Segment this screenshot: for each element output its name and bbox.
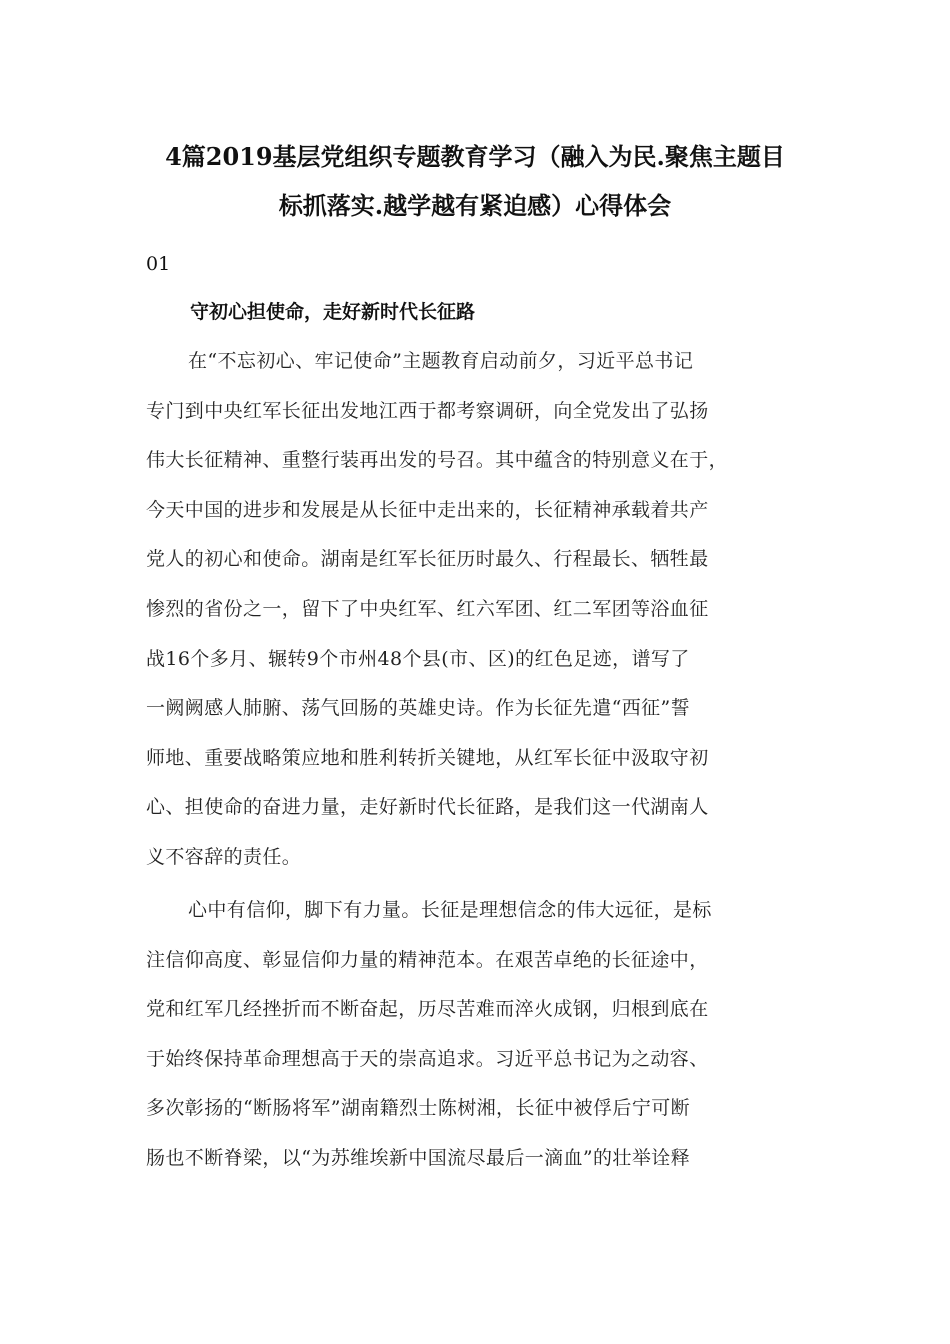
section-number: 01 (146, 253, 171, 275)
title-line-2: 标抓落实.越学越有紧迫感）心得体会 (278, 191, 672, 220)
paragraph-line: 肠也不断脊梁，以“为苏维埃新中国流尽最后一滴血”的壮举诠释 (146, 1146, 691, 1169)
section-subheading: 守初心担使命，走好新时代长征路 (190, 301, 476, 323)
paragraph-line: 一阙阙感人肺腑、荡气回肠的英雄史诗。作为长征先遣“西征”誓 (146, 697, 691, 720)
paragraph-line: 今天中国的进步和发展是从长征中走出来的，长征精神承载着共产 (146, 498, 709, 521)
paragraph-line: 注信仰高度、彰显信仰力量的精神范本。在艰苦卓绝的长征途中， (146, 948, 709, 971)
paragraph-line: 心、担使命的奋进力量，走好新时代长征路，是我们这一代湖南人 (146, 796, 709, 819)
paragraph-line: 专门到中央红军长征出发地江西于都考察调研，向全党发出了弘扬 (146, 399, 709, 422)
document-title (140, 132, 810, 230)
paragraph-line: 党人的初心和使命。湖南是红军长征历时最久、行程最长、牺牲最 (146, 548, 709, 571)
paragraph-line: 党和红军几经挫折而不断奋起，历尽苦难而淬火成钢，归根到底在 (146, 998, 709, 1021)
paragraph-2 (146, 886, 806, 1184)
paragraph-line: 惨烈的省份之一，留下了中央红军、红六军团、红二军团等浴血征 (146, 597, 709, 620)
paragraph-line: 义不容辞的责任。 (146, 845, 302, 868)
paragraph-line: 伟大长征精神、重整行装再出发的号召。其中蕴含的特别意义在于， (146, 449, 729, 472)
paragraph-line: 战16个多月、辗转9个市州48个县(市、区)的红色足迹，谱写了 (146, 647, 690, 670)
paragraph-line: 师地、重要战略策应地和胜利转折关键地，从红军长征中汲取守初 (146, 746, 709, 769)
title-line-1: 4篇2019基层党组织专题教育学习（融入为民.聚焦主题目 (165, 142, 785, 171)
paragraph-1 (146, 337, 806, 883)
paragraph-line: 于始终保持革命理想高于天的崇高追求。习近平总书记为之动容、 (146, 1047, 709, 1070)
paragraph-line: 多次彰扬的“断肠将军”湖南籍烈士陈树湘，长征中被俘后宁可断 (146, 1097, 691, 1120)
paragraph-line: 在“不忘初心、牢记使命”主题教育启动前夕，习近平总书记 (188, 350, 694, 372)
paragraph-line: 心中有信仰，脚下有力量。长征是理想信念的伟大远征，是标 (188, 899, 712, 921)
